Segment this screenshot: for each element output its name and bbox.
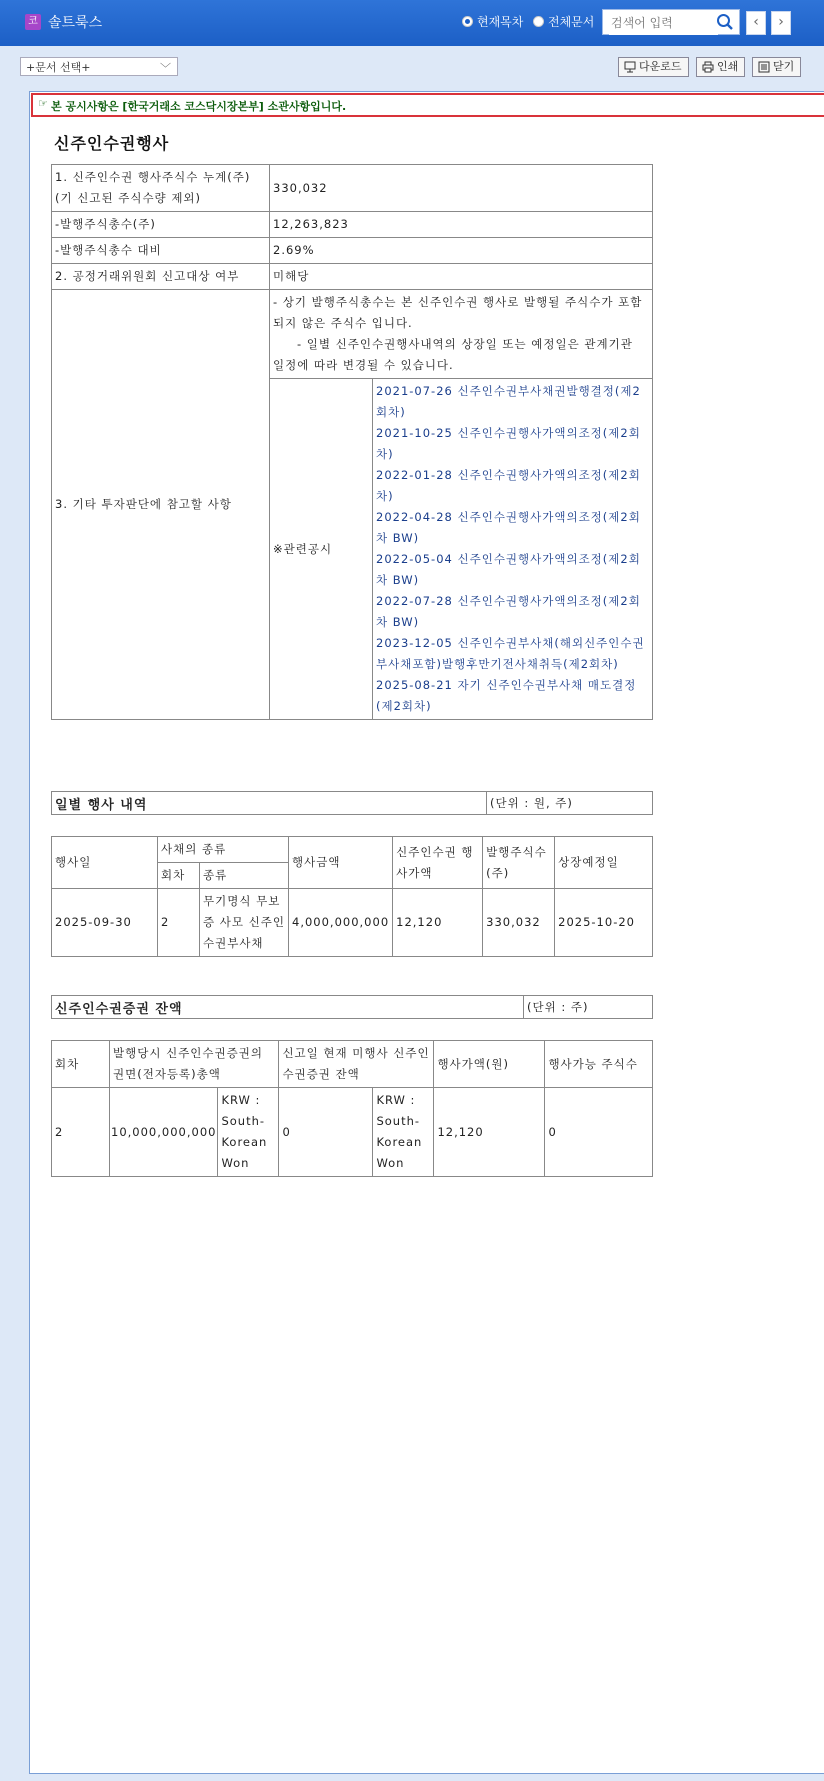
download-label: 다운로드	[639, 60, 682, 73]
scope-current-label: 현재목차	[477, 15, 524, 29]
header-cell: 행사일	[52, 837, 158, 889]
summary-label: 3. 기타 투자판단에 참고할 사항	[52, 290, 270, 720]
close-label: 닫기	[773, 60, 795, 73]
note-line: - 상기 발행주식총수는 본 신주인수권 행사로 발행될 주식수가 포함되지 않은 주식수 입니다.	[273, 295, 643, 330]
balance-section-header	[51, 995, 653, 1019]
search-input[interactable]	[609, 11, 718, 35]
top-bar	[0, 0, 824, 46]
close-doc-icon	[758, 61, 770, 73]
radio-checked-icon[interactable]	[462, 16, 473, 27]
header-cell: 행사금액	[289, 837, 393, 889]
header-cell: 종류	[200, 863, 289, 889]
summary-label: -발행주식총수(주)	[52, 212, 270, 238]
scope-all-radio[interactable]	[533, 13, 594, 30]
date-cell: 2025-09-30	[52, 889, 158, 957]
close-button[interactable]	[752, 57, 801, 77]
scope-current-radio[interactable]	[462, 13, 523, 30]
total-cell: 10,000,000,000	[110, 1088, 218, 1177]
related-link[interactable]: 2022-04-28 신주인수권행사가액의조정(제2회차 BW)	[376, 510, 641, 545]
summary-label: -발행주식총수 대비	[52, 238, 270, 264]
related-link[interactable]: 2025-08-21 자기 신주인수권부사채 매도결정(제2회차)	[376, 678, 637, 713]
chevron-down-icon: ﹀	[160, 62, 171, 75]
listing-cell: 2025-10-20	[555, 889, 653, 957]
table-row	[52, 1088, 653, 1177]
download-button[interactable]	[618, 57, 689, 77]
round-cell: 2	[52, 1088, 110, 1177]
search-icon[interactable]	[716, 13, 734, 34]
shares-cell: 330,032	[483, 889, 555, 957]
app-title: 솔트룩스	[48, 15, 103, 31]
amount-cell: 4,000,000,000	[289, 889, 393, 957]
search-box[interactable]	[602, 9, 740, 35]
header-cell: 상장예정일	[555, 837, 653, 889]
note-line: - 일별 신주인수권행사내역의 상장일 또는 예정일은 관계기관 일정에 따라 변경될 수 있습니다.	[273, 337, 633, 372]
summary-label: 1. 신주인수권 행사주식수 누계(주)(기 신고된 주식수량 제외)	[52, 165, 270, 212]
related-links	[373, 379, 653, 720]
summary-value: 330,032	[270, 165, 653, 212]
currency-cell: KRW : South-Korean Won	[373, 1088, 434, 1177]
section-title: 일별 행사 내역	[55, 798, 148, 813]
radio-unchecked-icon[interactable]	[533, 16, 544, 27]
daily-table	[51, 836, 653, 957]
print-button[interactable]	[696, 57, 745, 77]
remaining-cell: 0	[279, 1088, 373, 1177]
pointing-hand-icon: ☞	[38, 97, 48, 110]
header-cell: 신주인수권 행사가액	[393, 837, 483, 889]
print-label: 인쇄	[717, 60, 739, 73]
related-link[interactable]: 2021-07-26 신주인수권부사채권발행결정(제2회차)	[376, 384, 641, 419]
header-cell: 발행주식수(주)	[483, 837, 555, 889]
monitor-icon	[624, 61, 636, 73]
table-row	[52, 889, 653, 957]
summary-table	[51, 164, 653, 720]
summary-value: 12,263,823	[270, 212, 653, 238]
related-label: ※관련공시	[270, 379, 373, 720]
search-next-button[interactable]: ›	[771, 11, 791, 35]
related-link[interactable]: 2022-05-04 신주인수권행사가액의조정(제2회차 BW)	[376, 552, 641, 587]
header-cell: 신고일 현재 미행사 신주인수권증권 잔액	[279, 1041, 434, 1088]
related-link[interactable]: 2023-12-05 신주인수권부사채(해외신주인수권부사채포함)발행후만기전사채취득(제2회차)	[376, 636, 645, 671]
summary-note	[270, 290, 653, 379]
currency-cell: KRW : South-Korean Won	[218, 1088, 279, 1177]
summary-value: 미해당	[270, 264, 653, 290]
table-row	[52, 212, 653, 238]
price-cell: 12,120	[393, 889, 483, 957]
header-cell: 발행당시 신주인수권증권의 권면(전자등록)총액	[110, 1041, 279, 1088]
daily-section-header	[51, 791, 653, 815]
shares-cell: 0	[545, 1088, 653, 1177]
related-link[interactable]: 2022-07-28 신주인수권행사가액의조정(제2회차 BW)	[376, 594, 641, 629]
related-link[interactable]: 2022-01-28 신주인수권행사가액의조정(제2회차)	[376, 468, 641, 503]
app-logo-icon: 코	[25, 14, 41, 30]
notice-text: 본 공시사항은 [한국거래소 코스닥시장본부] 소관사항입니다.	[51, 100, 347, 113]
related-link[interactable]: 2021-10-25 신주인수권행사가액의조정(제2회차)	[376, 426, 641, 461]
page-title: 신주인수권행사	[54, 134, 170, 153]
printer-icon	[702, 61, 714, 73]
section-title: 신주인수권증권 잔액	[55, 1002, 183, 1017]
table-row	[52, 1041, 653, 1088]
notice-banner	[31, 93, 824, 117]
unit-label: (단위 : 원, 주)	[486, 792, 656, 814]
scope-all-label: 전체문서	[548, 15, 595, 29]
unit-label: (단위 : 주)	[523, 996, 656, 1018]
header-cell: 사채의 종류	[158, 837, 289, 863]
document-select-value: +문서 선택+	[26, 61, 91, 74]
table-row	[52, 238, 653, 264]
table-row	[52, 837, 653, 863]
table-row	[52, 290, 653, 379]
table-row	[52, 165, 653, 212]
price-cell: 12,120	[434, 1088, 545, 1177]
document-select[interactable]	[20, 57, 178, 76]
table-row	[52, 264, 653, 290]
search-prev-button[interactable]: ‹	[746, 11, 766, 35]
summary-value: 2.69%	[270, 238, 653, 264]
round-cell: 2	[158, 889, 200, 957]
summary-label: 2. 공정거래위원회 신고대상 여부	[52, 264, 270, 290]
header-cell: 회차	[52, 1041, 110, 1088]
header-cell: 행사가액(원)	[434, 1041, 545, 1088]
header-cell: 행사가능 주식수	[545, 1041, 653, 1088]
kind-cell: 무기명식 무보증 사모 신주인수권부사채	[200, 889, 289, 957]
balance-table	[51, 1040, 653, 1177]
header-cell: 회차	[158, 863, 200, 889]
